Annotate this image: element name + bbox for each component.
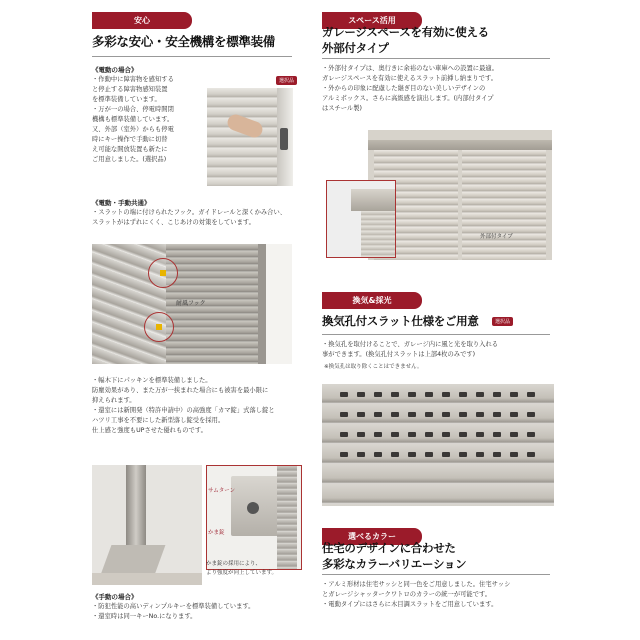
vent-hole	[442, 452, 450, 457]
right-heading-3: 住宅のデザインに合わせた 多彩なカラーバリエーション	[322, 541, 467, 571]
vent-hole	[425, 412, 433, 417]
vent-hole	[459, 392, 467, 397]
vent-hole	[374, 392, 382, 397]
hook-marker-top	[160, 270, 166, 276]
vent-hole	[374, 452, 382, 457]
electric-text: ・作動中に障害物を感知する と停止する障害物感知装置 を標準装備しています。 ・万が一の場合、停電時開閉 機構も標準装備しています。 又、外部（室外）からも停電 時にキー操作で手動に切替 え可能な開放装置も新たに ご用意しました。(選択品)	[92, 76, 174, 163]
ventilation-text: ・換気孔を取付けることで、ガレージ内に風と光を取り入れる 事ができます。(換気孔付スラットは上部4枚のみです)	[322, 341, 499, 358]
vent-hole	[476, 452, 484, 457]
color-text: ・アルミ形材は住宅サッシと同一色をご用意しました。住宅サッシ とガレージシャッタークワトロのカラーの統一が可能です。 ・電動タイプにはさらに木目調スラットをご用意しています。	[322, 581, 511, 608]
aluminum-box-detail-photo	[326, 180, 396, 258]
vent-hole	[459, 432, 467, 437]
section-tag-anshin	[92, 8, 192, 25]
vent-hole	[510, 452, 518, 457]
vent-hole	[476, 392, 484, 397]
vent-hole	[357, 452, 365, 457]
vent-hole	[425, 392, 433, 397]
vent-hole	[527, 392, 535, 397]
tag-label: 安心	[92, 12, 192, 29]
vent-hole	[493, 452, 501, 457]
vent-hole	[442, 412, 450, 417]
vent-hole	[340, 452, 348, 457]
floor-lock-photo	[92, 465, 202, 585]
vent-hole	[510, 392, 518, 397]
lock-caption: かま錠の採用により、 より強度が向上しています。	[206, 561, 278, 576]
vent-hole	[493, 392, 501, 397]
vent-hole	[391, 452, 399, 457]
vent-hole	[357, 392, 365, 397]
common-title: 《電動・手動共通》	[92, 199, 151, 207]
divider	[322, 574, 550, 575]
vent-hole	[357, 412, 365, 417]
vent-hole	[425, 452, 433, 457]
vent-hole	[527, 412, 535, 417]
vent-hole	[340, 392, 348, 397]
right-heading-2: 換気孔付スラット仕様をご用意	[322, 314, 479, 328]
vent-hole	[408, 392, 416, 397]
vent-hole	[357, 432, 365, 437]
vent-hole	[374, 412, 382, 417]
manual-text: ・防犯性能の高いディンプルキーを標準装備しています。 ・還室時は同一キーNo.になります。	[92, 603, 255, 620]
vent-hole	[459, 452, 467, 457]
kama-lock-label: かま錠	[208, 530, 225, 536]
vent-hole	[459, 412, 467, 417]
vent-hole	[493, 432, 501, 437]
vent-hole	[442, 432, 450, 437]
common-text: ・スラットの端に付けられたフック。ガイドレールと深くかみ合い、 スラットがはずれにくく、こじあけの対策をしています。	[92, 209, 287, 226]
right-heading-1: ガレージスペースを有効に使える 外部付タイプ	[322, 25, 489, 55]
vent-hole	[340, 432, 348, 437]
vent-hole	[476, 432, 484, 437]
vent-hole	[391, 412, 399, 417]
tag-label: 換気&採光	[322, 292, 422, 309]
vent-hole	[408, 412, 416, 417]
electric-title: 《電動の場合》	[92, 66, 138, 74]
vent-slat-photo	[322, 384, 554, 506]
vent-hole	[493, 412, 501, 417]
vent-hole	[442, 392, 450, 397]
tag-label: 選べるカラー	[322, 528, 422, 545]
section-tag-ventilation	[322, 288, 422, 305]
vent-hole	[408, 432, 416, 437]
packing-text: ・幅木下にパッキンを標準装備しました。 防塵効果があり、また万が一挟まれた場合にも被害を最小限に 抑えられます。 ・還室には新開発（特許申請中）の高強度「カマ錠」式落し錠と ハツリ工事を不要にした新型落し錠受を採用。 仕上感と強度もUPさせた優れものです。	[92, 377, 275, 434]
lock-detail-photo	[206, 465, 302, 570]
vent-hole	[510, 412, 518, 417]
left-heading: 多彩な安心・安全機構を標準装備	[92, 34, 276, 49]
thumbturn-label: サムターン	[208, 488, 236, 494]
divider	[322, 334, 550, 335]
hook-label: 耐風フック	[176, 300, 206, 307]
vent-hole	[408, 452, 416, 457]
vent-hole	[340, 412, 348, 417]
divider	[322, 58, 550, 59]
tag-label: スペース活用	[322, 12, 422, 29]
manual-title: 《手動の場合》	[92, 593, 138, 601]
vent-hole	[374, 432, 382, 437]
vent-hole	[391, 432, 399, 437]
vent-hole	[391, 392, 399, 397]
vent-hole	[510, 432, 518, 437]
section-tag-color	[322, 524, 422, 541]
hook-marker-bottom	[156, 324, 162, 330]
vent-hole	[527, 452, 535, 457]
vent-hole	[527, 432, 535, 437]
key-operation-photo	[207, 88, 293, 186]
ventilation-note: ※換気孔は取り除くことはできません。	[324, 364, 423, 370]
optional-badge: 選択品	[276, 76, 297, 85]
vent-hole	[476, 412, 484, 417]
divider	[92, 56, 292, 57]
external-type-caption: 外部付タイプ	[480, 234, 513, 240]
optional-badge-2: 選択品	[492, 317, 513, 326]
space-text: ・外部付タイプは、奥行きに余裕のない車庫への設置に最適。 ガレージスペースを有効に使えるスラット前挿し納まりです。 ・外からの印象に配慮した継ぎ目のない美しいデザインの アルミボックス。さらに高級感を演出します。(内部付タイプ はスチール製)	[322, 65, 498, 112]
section-tag-space	[322, 8, 422, 25]
vent-hole	[425, 432, 433, 437]
